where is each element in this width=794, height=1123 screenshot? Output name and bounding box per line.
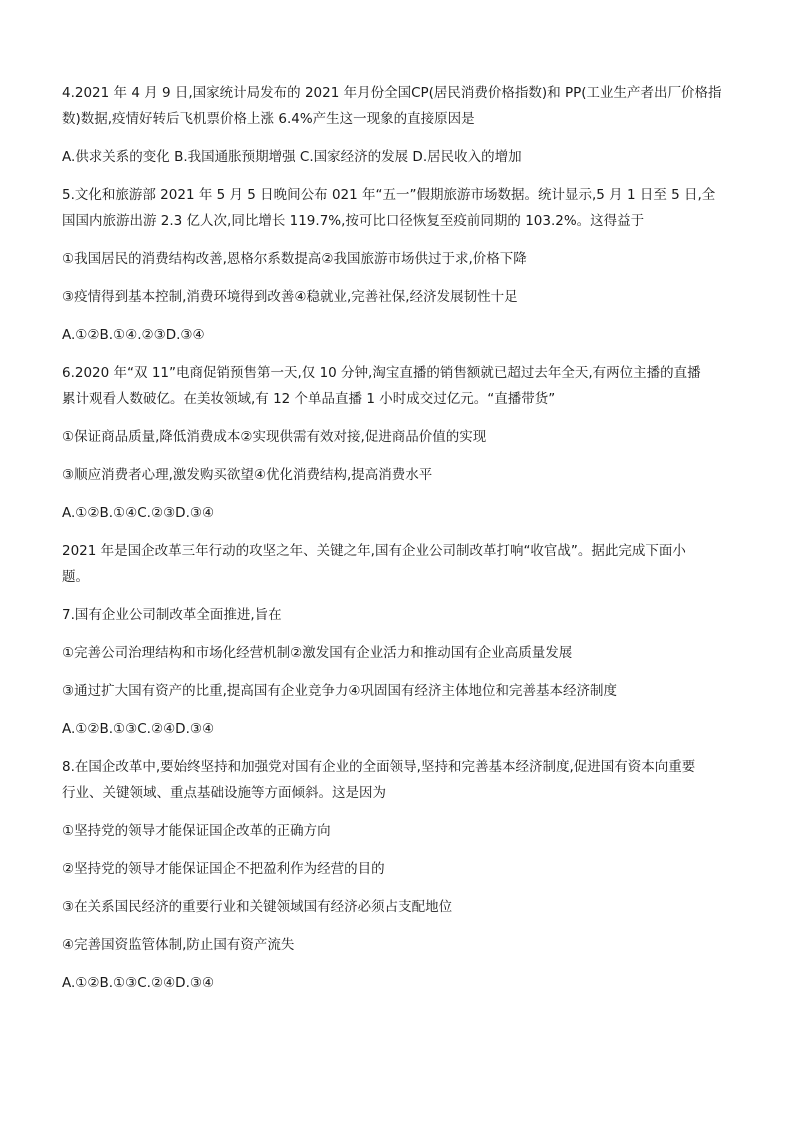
question-4-options: A.供求关系的变化 B.我国通胀预期增强 C.国家经济的发展 D.居民收入的增加 xyxy=(62,149,522,165)
question-7-items-3-4: ③通过扩大国有资产的比重,提高国有企业竞争力④巩固国有经济主体地位和完善基本经济制度 xyxy=(62,683,617,699)
question-8 xyxy=(62,754,742,996)
question-4-stem-line-2: 数)数据,疫情好转后飞机票价格上涨 6.4%产生这一现象的直接原因是 xyxy=(62,111,475,127)
question-8-item-3: ③在关系国民经济的重要行业和关键领域国有经济必须占支配地位 xyxy=(62,899,453,915)
question-6-stem-line-2: 累计观看人数破亿。在美妆领域,有 12 个单品直播 1 小时成交过亿元。“直播带货” xyxy=(62,391,556,407)
question-8-item-2: ②坚持党的领导才能保证国企不把盈利作为经营的目的 xyxy=(62,861,385,877)
question-5 xyxy=(62,182,742,348)
question-8-item-4: ④完善国资监管体制,防止国有资产流失 xyxy=(62,937,295,953)
question-7-items-1-2: ①完善公司治理结构和市场化经营机制②激发国有企业活力和推动国有企业高质量发展 xyxy=(62,645,573,661)
question-6-options: A.①②B.①④C.②③D.③④ xyxy=(62,505,215,521)
question-6 xyxy=(62,360,742,526)
question-5-items-1-2: ①我国居民的消费结构改善,恩格尔系数提高②我国旅游市场供过于求,价格下降 xyxy=(62,251,527,267)
question-5-stem-line-2: 国国内旅游出游 2.3 亿人次,同比增长 119.7%,按可比口径恢复至疫前同期的 103.2%。这得益于 xyxy=(62,213,645,229)
material-intro xyxy=(62,538,742,590)
question-5-options: A.①②B.①④.②③D.③④ xyxy=(62,327,205,343)
question-8-options: A.①②B.①③C.②④D.③④ xyxy=(62,975,215,991)
question-7 xyxy=(62,602,742,742)
exam-page xyxy=(62,80,742,996)
question-6-items-3-4: ③顺应消费者心理,激发购买欲望④优化消费结构,提高消费水平 xyxy=(62,467,433,483)
question-4-stem-line-1: 4.2021 年 4 月 9 日,国家统计局发布的 2021 年月份全国CP(居民消费价格指数)和 PP(工业生产者出厂价格指 xyxy=(62,85,722,101)
question-7-options: A.①②B.①③C.②④D.③④ xyxy=(62,721,215,737)
question-6-stem-line-1: 6.2020 年“双 11”电商促销预售第一天,仅 10 分钟,淘宝直播的销售额就已超过去年全天,有两位主播的直播 xyxy=(62,365,701,381)
question-8-stem-line-2: 行业、关键领域、重点基础设施等方面倾斜。这是因为 xyxy=(62,785,386,801)
question-5-stem-line-1: 5.文化和旅游部 2021 年 5 月 5 日晚间公布 021 年“五一”假期旅游市场数据。统计显示,5 月 1 日至 5 日,全 xyxy=(62,187,716,203)
question-5-items-3-4: ③疫情得到基本控制,消费环境得到改善④稳就业,完善社保,经济发展韧性十足 xyxy=(62,289,518,305)
question-4 xyxy=(62,80,742,170)
question-8-stem-line-1: 8.在国企改革中,要始终坚持和加强党对国有企业的全面领导,坚持和完善基本经济制度,促进国有资本向重要 xyxy=(62,759,696,775)
question-8-item-1: ①坚持党的领导才能保证国企改革的正确方向 xyxy=(62,823,331,839)
material-intro-line-2: 题。 xyxy=(62,569,89,585)
material-intro-line-1: 2021 年是国企改革三年行动的攻坚之年、关键之年,国有企业公司制改革打响“收官战”。据此完成下面小 xyxy=(62,543,686,559)
question-7-stem: 7.国有企业公司制改革全面推进,旨在 xyxy=(62,607,282,623)
question-6-items-1-2: ①保证商品质量,降低消费成本②实现供需有效对接,促进商品价值的实现 xyxy=(62,429,487,445)
